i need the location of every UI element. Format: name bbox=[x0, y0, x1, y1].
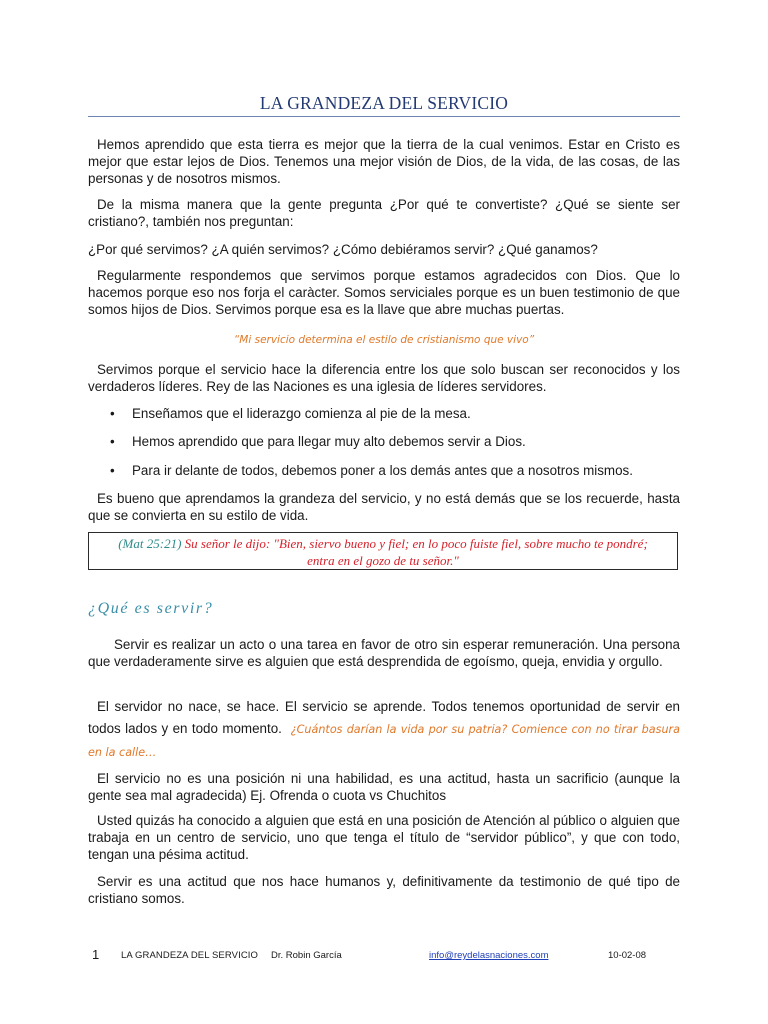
paragraph-servant-text: El servidor no nace, se hace. El servicio se aprende. Todos tenemos oportunidad de servir en todos lados y en todo momento. bbox=[88, 699, 680, 736]
paragraph-questions: ¿Por qué servimos? ¿A quién servimos? ¿Cómo debiéramos servir? ¿Qué ganamos? bbox=[88, 242, 598, 257]
paragraph-questions-intro: De la misma manera que la gente pregunta ¿Por qué te convertiste? ¿Qué se siente ser cristiano?, también nos preguntan: bbox=[88, 197, 680, 229]
verse-box bbox=[88, 532, 678, 570]
verse-text-line-2: entra en el gozo de tu señor." bbox=[307, 553, 459, 568]
page-footer bbox=[0, 947, 768, 967]
paragraph-intro: Hemos aprendido que esta tierra es mejor que la tierra de la cual venimos. Estar en Cristo es mejor que estar lejos de Dios. Tenemos una mejor visión de Dios, de la vida, de las cosas, de las personas y de nosotros mismos. bbox=[88, 137, 680, 186]
paragraph-reasons: Regularmente respondemos que servimos porque estamos agradecidos con Dios. Que lo hacemos porque eso nos forja el caràcter. Somos serviciales porque es un buen testimonio de que somos hijos de Dios. Servimos porque esa es la llave que abre muchas puertas. bbox=[88, 268, 680, 317]
section-heading: ¿Qué es servir? bbox=[88, 600, 214, 617]
highlight-quote: “Mi servicio determina el estilo de cristianismo que vivo” bbox=[233, 334, 535, 346]
paragraph-servant bbox=[88, 696, 680, 764]
footer-date: 10-02-08 bbox=[608, 950, 647, 961]
verse-reference: (Mat 25:21) bbox=[118, 536, 182, 551]
footer-page-number: 1 bbox=[92, 947, 100, 962]
verse-line-1 bbox=[89, 535, 677, 552]
verse-text-line-1: Su señor le dijo: "Bien, siervo bueno y fiel; en lo poco fuiste fiel, sobre mucho te pondré; bbox=[184, 536, 648, 551]
list-item-text: Para ir delante de todos, debemos poner a los demás antes que a nosotros mismos. bbox=[132, 463, 633, 478]
paragraph-leaders: Servimos porque el servicio hace la diferencia entre los que solo buscan ser reconocidos y los verdaderos líderes. Rey de las Naciones es una iglesia de líderes servidores. bbox=[88, 362, 680, 394]
paragraph-attitude: El servicio no es una posición ni una habilidad, es una actitud, hasta un sacrificio (aunque la gente sea mal agradecida) Ej. Ofrenda o cuota vs Chuchitos bbox=[88, 771, 680, 803]
paragraph-lifestyle: Es bueno que aprendamos la grandeza del servicio, y no está demás que se los recuerde, hasta que se convierta en su estilo de vida. bbox=[88, 491, 680, 523]
list-item-text: Enseñamos que el liderazgo comienza al pie de la mesa. bbox=[132, 406, 471, 421]
title-underline bbox=[88, 116, 680, 117]
list-item-text: Hemos aprendido que para llegar muy alto debemos servir a Dios. bbox=[132, 434, 526, 449]
paragraph-definition: Servir es realizar un acto o una tarea en favor de otro sin esperar remuneración. Una persona que verdaderamente sirve es alguien que está desprendida de egoísmo, queja, envidia y orgullo. bbox=[88, 637, 680, 669]
document-title: LA GRANDEZA DEL SERVICIO bbox=[259, 93, 509, 113]
footer-email-link[interactable]: info@reydelasnaciones.com bbox=[429, 950, 549, 961]
footer-author: Dr. Robin García bbox=[271, 950, 342, 961]
paragraph-public-servant: Usted quizás ha conocido a alguien que está en una posición de Atención al público o alguien que trabaja en un centro de servicio, uno que tenga el título de “servidor público”, y que con todo, tengan una pésima actitud. bbox=[88, 813, 680, 862]
footer-title: LA GRANDEZA DEL SERVICIO bbox=[121, 950, 259, 961]
bullet-icon: • bbox=[110, 463, 115, 478]
bullet-icon: • bbox=[110, 434, 115, 449]
bullet-icon: • bbox=[110, 406, 115, 421]
paragraph-conclusion: Servir es una actitud que nos hace humanos y, definitivamente da testimonio de qué tipo de cristiano somos. bbox=[88, 874, 680, 906]
orange-remark: ¿Cuántos darían la vida por su patria? Comience con no tirar basura en la calle… bbox=[88, 723, 681, 759]
